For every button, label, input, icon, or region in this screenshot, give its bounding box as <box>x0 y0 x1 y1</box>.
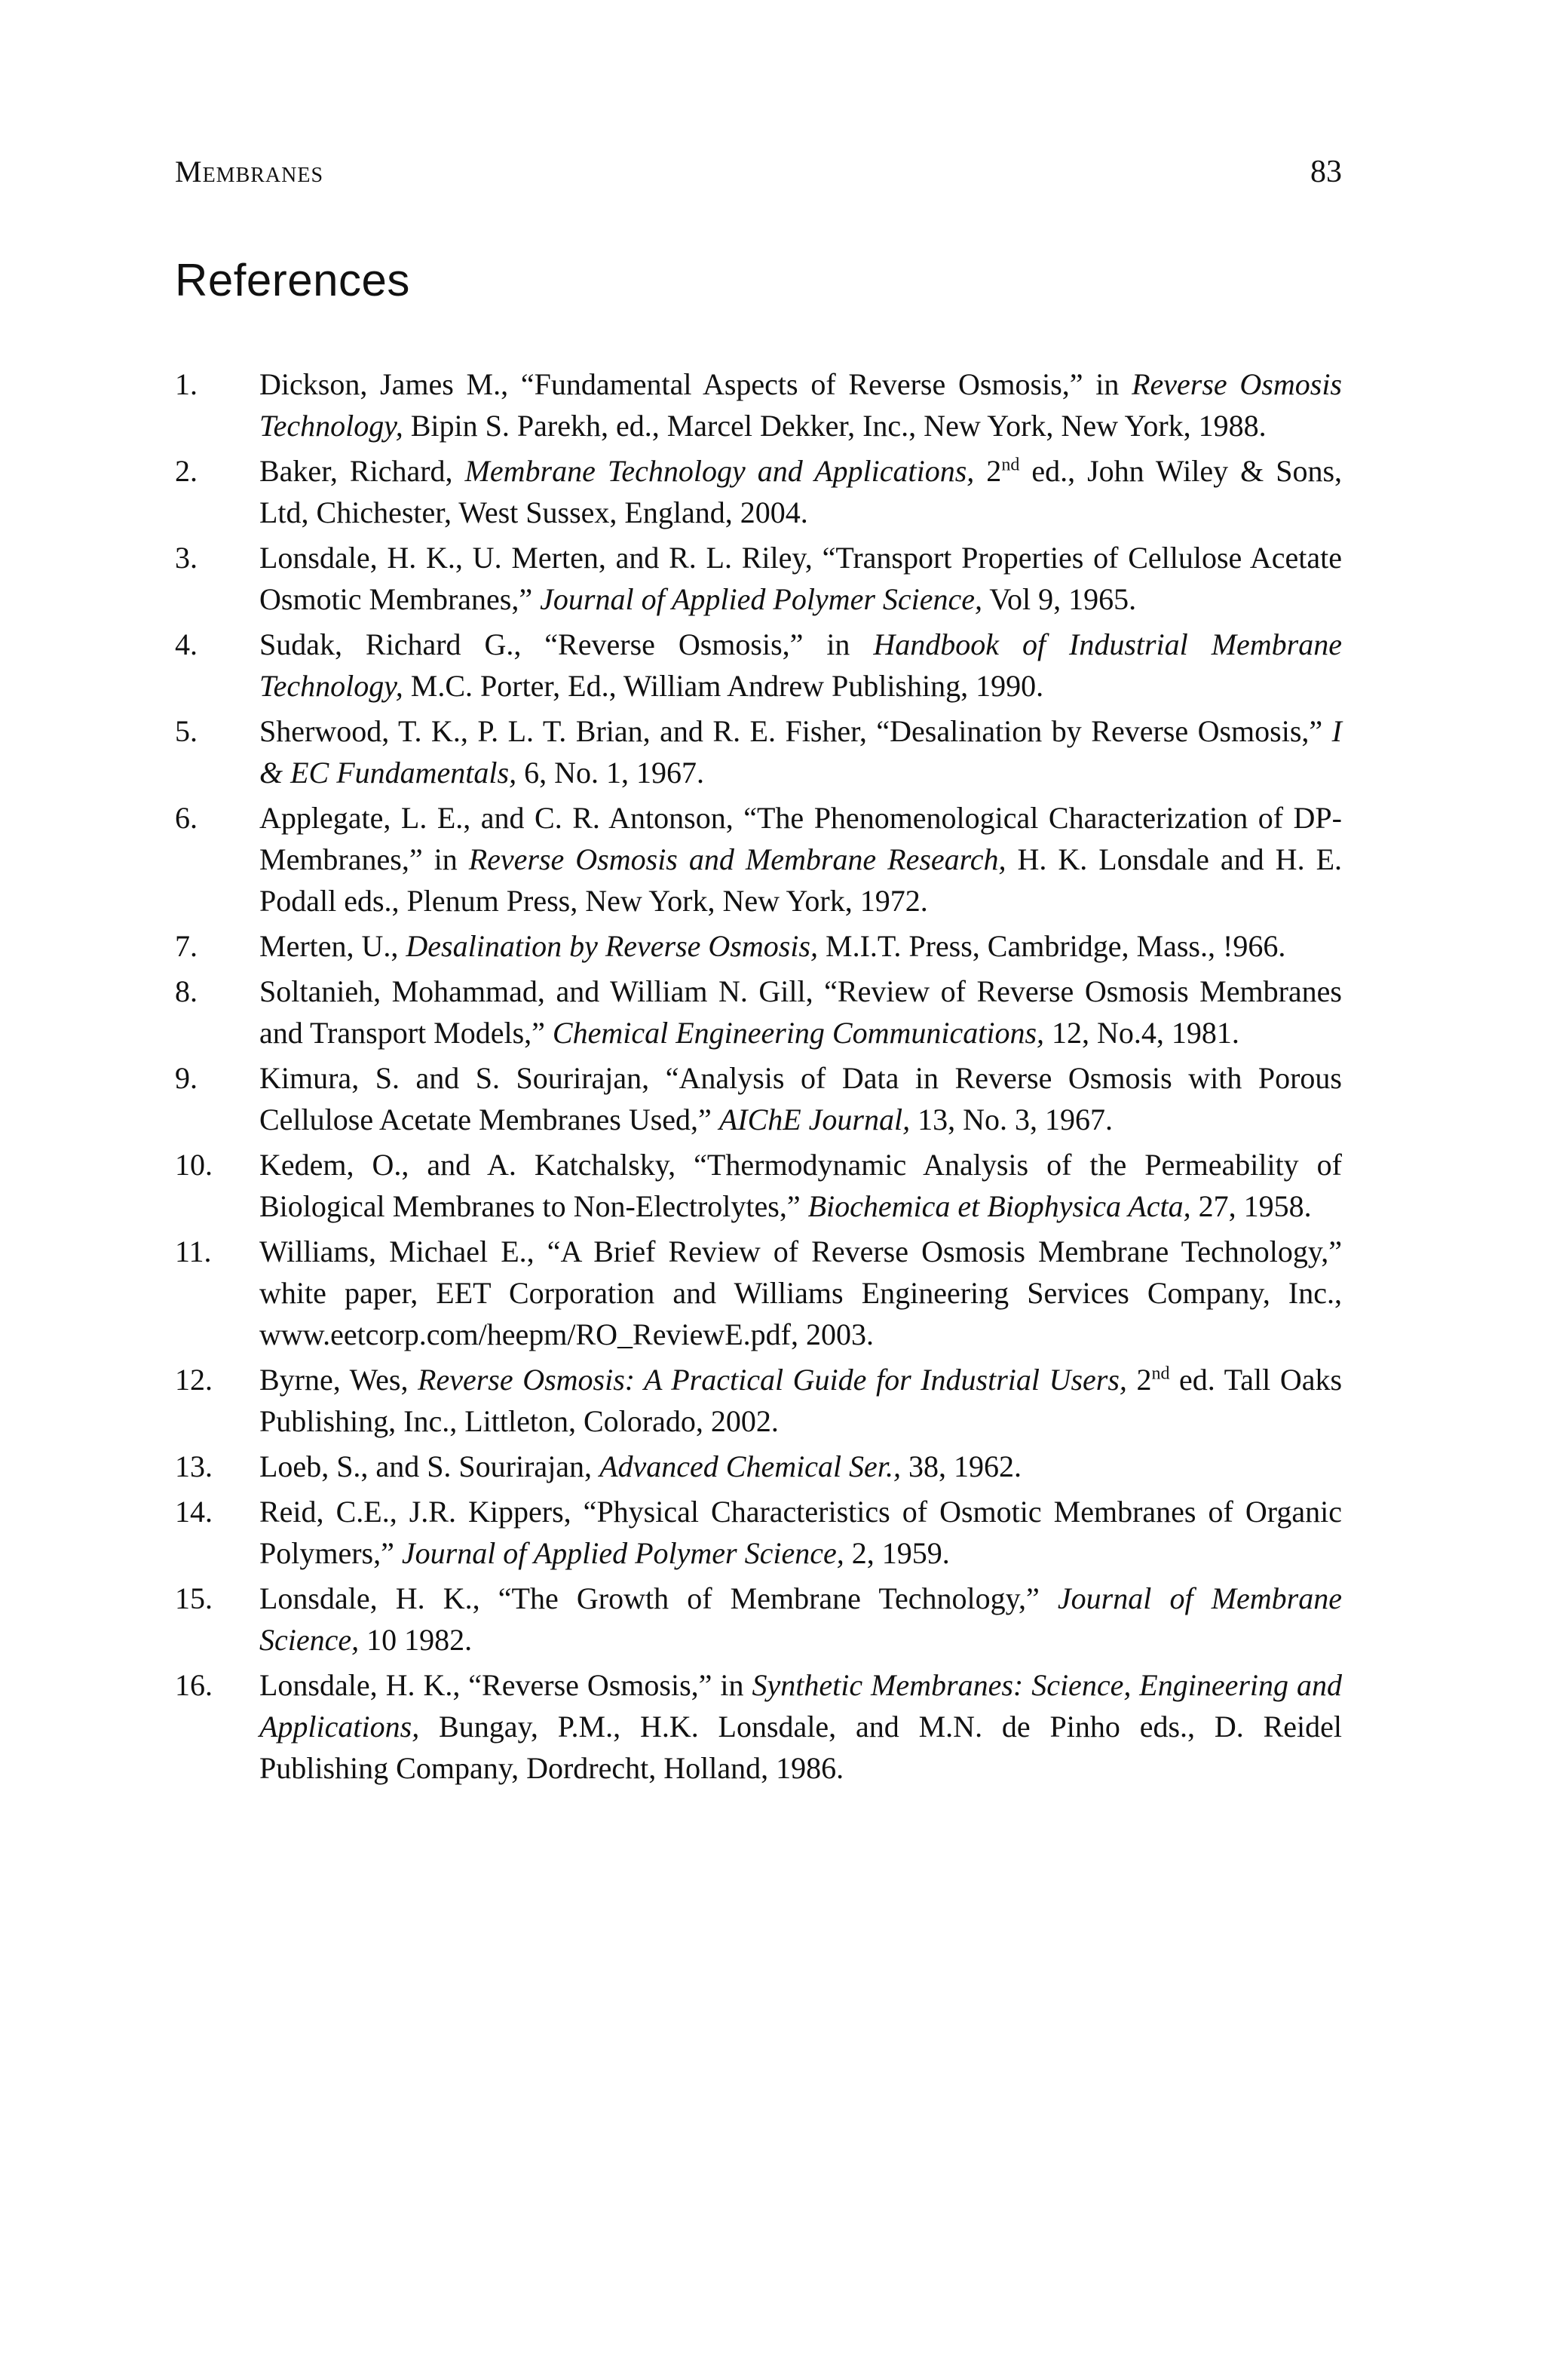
reference-text-segment: 2 <box>1126 1363 1152 1397</box>
reference-number: 16. <box>175 1668 213 1702</box>
reference-item <box>175 537 1342 620</box>
reference-item <box>175 1491 1342 1574</box>
reference-item <box>175 710 1342 793</box>
reference-item <box>175 450 1342 533</box>
reference-text <box>259 974 1342 1050</box>
reference-item <box>175 1057 1342 1140</box>
reference-text-segment: ed., John Wiley & Sons, Ltd, Chichester, West Sussex, England, 2004. <box>259 454 1343 529</box>
reference-text-segment: Byrne, Wes, <box>259 1363 418 1397</box>
reference-text-segment: 13, No. 3, 1967. <box>910 1103 1114 1136</box>
reference-text-segment: H. K. Lonsdale and H. E. Podall eds., Plenum Press, New York, New York, 1972. <box>259 842 1343 918</box>
reference-source-title: Reverse Osmosis: A Practical Guide for Industrial Users, <box>418 1363 1127 1397</box>
reference-source-title: Journal of Applied Polymer Science, <box>540 582 983 616</box>
reference-item <box>175 363 1342 446</box>
reference-number: 6. <box>175 801 198 835</box>
reference-text-segment: 6, No. 1, 1967. <box>516 756 704 790</box>
reference-item <box>175 1578 1342 1661</box>
reference-source-title: I & EC Fundamentals, <box>259 714 1342 790</box>
reference-text <box>259 1234 1342 1351</box>
reference-source-title: Reverse Osmosis Technology, <box>259 367 1342 443</box>
reference-number: 1. <box>175 367 198 401</box>
running-header <box>175 154 1342 199</box>
reference-text-segment: Reid, C.E., J.R. Kippers, “Physical Characteristics of Osmotic Membranes of Organic Polymers,” <box>259 1495 1342 1570</box>
reference-text-segment: Vol 9, 1965. <box>982 582 1137 616</box>
reference-text-segment: Sherwood, T. K., P. L. T. Brian, and R. E. Fisher, “Desalination by Reverse Osmosis,” <box>259 714 1332 748</box>
reference-text-segment: Bipin S. Parekh, ed., Marcel Dekker, Inc., New York, New York, 1988. <box>403 409 1267 443</box>
reference-source-title: Journal of Applied Polymer Science, <box>401 1536 844 1570</box>
reference-text-segment: 2 <box>974 454 1002 488</box>
reference-text-segment: Kimura, S. and S. Sourirajan, “Analysis of Data in Reverse Osmosis with Porous Cellulose Acetate Membranes Used,” <box>259 1061 1342 1136</box>
reference-item <box>175 1231 1342 1355</box>
reference-source-title: Reverse Osmosis and Membrane Research, <box>468 842 1006 876</box>
reference-list <box>175 363 1342 1793</box>
reference-number: 10. <box>175 1148 213 1182</box>
reference-text-segment: Lonsdale, H. K., U. Merten, and R. L. Riley, “Transport Properties of Cellulose Acetate Osmotic Membranes,” <box>259 541 1342 616</box>
reference-number: 11. <box>175 1234 212 1268</box>
reference-text-segment: 12, No.4, 1981. <box>1044 1016 1239 1050</box>
reference-number: 13. <box>175 1449 213 1483</box>
reference-number: 15. <box>175 1581 213 1615</box>
reference-text <box>259 714 1342 790</box>
reference-text <box>259 367 1342 443</box>
reference-source-title: Chemical Engineering Communications, <box>552 1016 1045 1050</box>
reference-number: 3. <box>175 541 198 575</box>
reference-text <box>259 1668 1342 1785</box>
reference-source-title: Desalination by Reverse Osmosis, <box>406 929 818 963</box>
reference-text <box>259 454 1342 529</box>
reference-text-segment: Lonsdale, H. K., “The Growth of Membrane Technology,” <box>259 1581 1058 1615</box>
reference-number: 12. <box>175 1363 213 1397</box>
reference-number: 2. <box>175 454 198 488</box>
reference-text-segment: M.I.T. Press, Cambridge, Mass., !966. <box>818 929 1286 963</box>
reference-text-segment: Williams, Michael E., “A Brief Review of Reverse Osmosis Membrane Technology,” white paper, EET Corporation and Williams Engineering Services Company, Inc., www.eetcorp.com/heepm/RO_ReviewE.pdf, 2003. <box>259 1234 1342 1351</box>
reference-text-segment: 10 1982. <box>359 1623 473 1657</box>
ordinal-superscript: nd <box>1151 1363 1170 1384</box>
reference-number: 4. <box>175 627 198 661</box>
reference-source-title: Journal of Membrane Science, <box>259 1581 1343 1657</box>
reference-item <box>175 1144 1342 1227</box>
reference-text-segment: Baker, Richard, <box>259 454 465 488</box>
reference-source-title: Biochemica et Biophysica Acta, <box>807 1189 1191 1223</box>
reference-text <box>259 929 1285 963</box>
reference-number: 7. <box>175 929 198 963</box>
reference-number: 8. <box>175 974 198 1008</box>
reference-text-segment: Soltanieh, Mohammad, and William N. Gill, “Review of Reverse Osmosis Membranes and Transport Models,” <box>259 974 1342 1050</box>
reference-text <box>259 1148 1342 1223</box>
reference-text-segment: Merten, U., <box>259 929 406 963</box>
reference-source-title: Handbook of Industrial Membrane Technology, <box>259 627 1343 703</box>
reference-source-title: Membrane Technology and Applications, <box>464 454 975 488</box>
reference-text-segment: 27, 1958. <box>1190 1189 1312 1223</box>
reference-item <box>175 797 1342 922</box>
reference-item <box>175 624 1342 707</box>
reference-text-segment: M.C. Porter, Ed., William Andrew Publishing, 1990. <box>403 669 1044 703</box>
reference-item <box>175 925 1342 967</box>
reference-text-segment: Bungay, P.M., H.K. Lonsdale, and M.N. de Pinho eds., D. Reidel Publishing Company, Dordrecht, Holland, 1986. <box>259 1710 1342 1785</box>
reference-number: 5. <box>175 714 198 748</box>
reference-number: 14. <box>175 1495 213 1529</box>
reference-text-segment: Applegate, L. E., and C. R. Antonson, “The Phenomenological Characterization of DP-Membranes,” in <box>259 801 1342 876</box>
reference-text-segment: 38, 1962. <box>900 1449 1022 1483</box>
reference-source-title: AIChE Journal, <box>718 1103 911 1136</box>
reference-item <box>175 1664 1342 1789</box>
reference-text <box>259 1449 1022 1483</box>
reference-text <box>259 1061 1342 1136</box>
reference-text <box>259 801 1342 918</box>
reference-item <box>175 1359 1342 1442</box>
reference-text-segment: Lonsdale, H. K., “Reverse Osmosis,” in <box>259 1668 752 1702</box>
reference-text-segment: Sudak, Richard G., “Reverse Osmosis,” in <box>259 627 874 661</box>
reference-text-segment: 2, 1959. <box>844 1536 950 1570</box>
reference-text <box>259 541 1342 616</box>
reference-source-title: Advanced Chemical Ser., <box>599 1449 901 1483</box>
reference-item <box>175 1446 1342 1487</box>
reference-text <box>259 627 1342 703</box>
ordinal-superscript: nd <box>1001 455 1020 475</box>
reference-text <box>259 1495 1342 1570</box>
reference-text-segment: Loeb, S., and S. Sourirajan, <box>259 1449 600 1483</box>
reference-text-segment: ed. Tall Oaks Publishing, Inc., Littleton, Colorado, 2002. <box>259 1363 1343 1438</box>
section-title: References <box>175 255 410 305</box>
reference-number: 9. <box>175 1061 198 1095</box>
reference-source-title: Synthetic Membranes: Science, Engineering and Applications, <box>259 1668 1342 1744</box>
running-title: Membranes <box>175 155 324 189</box>
reference-text-segment: Dickson, James M., “Fundamental Aspects of Reverse Osmosis,” in <box>259 367 1132 401</box>
page-number: 83 <box>1310 155 1342 189</box>
reference-text <box>259 1363 1342 1438</box>
reference-item <box>175 971 1342 1054</box>
reference-text <box>259 1581 1342 1657</box>
reference-text-segment: Kedem, O., and A. Katchalsky, “Thermodynamic Analysis of the Permeability of Biological Membranes to Non-Electrolytes,” <box>259 1148 1342 1223</box>
